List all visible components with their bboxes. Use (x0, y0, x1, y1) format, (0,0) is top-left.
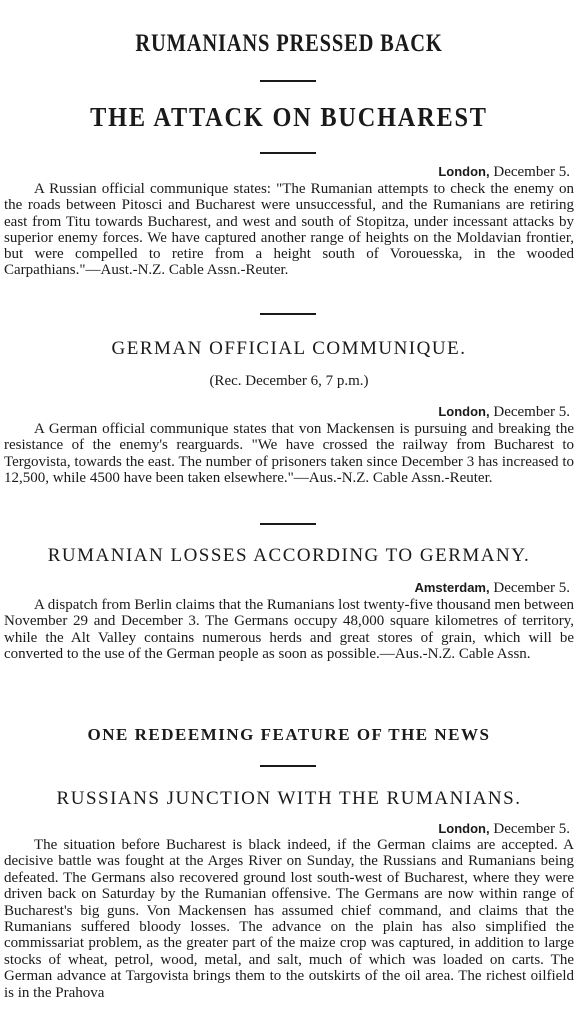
dateline-place: London, (438, 404, 490, 419)
dateline-date: December 5. (493, 164, 570, 180)
section-heading: GERMAN OFFICIAL COMMUNIQUE. (111, 338, 467, 359)
dateline (438, 164, 570, 181)
headline-main: RUMANIANS PRESSED BACK (135, 30, 443, 57)
divider-rule (260, 80, 316, 82)
dateline (438, 821, 570, 838)
dateline-date: December 5. (493, 580, 570, 596)
article-paragraph: A German official communique states that von Mackensen is pursuing and breaking the resistance of the enemy's rearguards. "We have crossed the railway from Bucharest to Tergovista, towards the east. The number of prisoners taken since December 3 has increased to 12,500, while 4500 have been taken elsewhere."—Aus.-N.Z. Cable Assn.-Reuter. (4, 421, 574, 486)
section-subheading: RUSSIANS JUNCTION WITH THE RUMANIANS. (56, 788, 522, 809)
headline-secondary: THE ATTACK ON BUCHAREST (90, 102, 488, 132)
dateline (438, 404, 570, 421)
dateline-date: December 5. (493, 821, 570, 837)
article-paragraph: A Russian official communique states: "The Rumanian attempts to check the enemy on the roads between Pitosci and Bucharest were unsuccessful, and the Rumanians are retiring east from Titu towards Bucharest, and west and south of Stopitza, under incessant attacks by superior enemy forces. We have captured another range of heights on the Moldavian frontier, but were compelled to retire from a height south of Vorouesska, in the wooded Carpathians."—Aust.-N.Z. Cable Assn.-Reuter. (4, 181, 574, 279)
section-heading-bold: ONE REDEEMING FEATURE OF THE NEWS (87, 725, 491, 744)
received-note: (Rec. December 6, 7 p.m.) (209, 373, 369, 389)
dateline-place: London, (438, 164, 490, 179)
dateline (414, 580, 570, 597)
dateline-place: London, (438, 821, 490, 836)
dateline-date: December 5. (493, 404, 570, 420)
divider-rule (260, 152, 316, 154)
article-paragraph: A dispatch from Berlin claims that the Rumanians lost twenty-five thousand men between November 29 and December 3. The Germans occupy 48,000 square kilometres of territory, while the Alt Valley contains numerous herds and great stores of grain, which will be converted to the use of the German people as soon as possible.—Aus.-N.Z. Cable Assn. (4, 597, 574, 662)
divider-rule (260, 313, 316, 315)
section-heading: RUMANIAN LOSSES ACCORDING TO GERMANY. (47, 545, 531, 566)
dateline-place: Amsterdam, (414, 580, 490, 595)
divider-rule (260, 523, 316, 525)
divider-rule (260, 765, 316, 767)
article-paragraph: The situation before Bucharest is black indeed, if the German claims are accepted. A decisive battle was fought at the Arges River on Sunday, the Russians and Rumanians being defeated. The Germans also recovered ground lost south-west of Bucharest, where they were driven back on Saturday by the Rumanian offensive. The Germans are now within range of Bucharest's big guns. Von Mackensen has assumed chief command, and claims that the Rumanians suffered bloody losses. The advance on the plain has also simplified the commissariat problem, as the greater part of the maize crop was captured, in addition to large stocks of wheat, petrol, wood, metal, and salt, much of which was loaded on carts. The German advance at Targovista brings them to the outskirts of the oil area. The richest oilfield is in the Prahova (4, 837, 574, 1001)
